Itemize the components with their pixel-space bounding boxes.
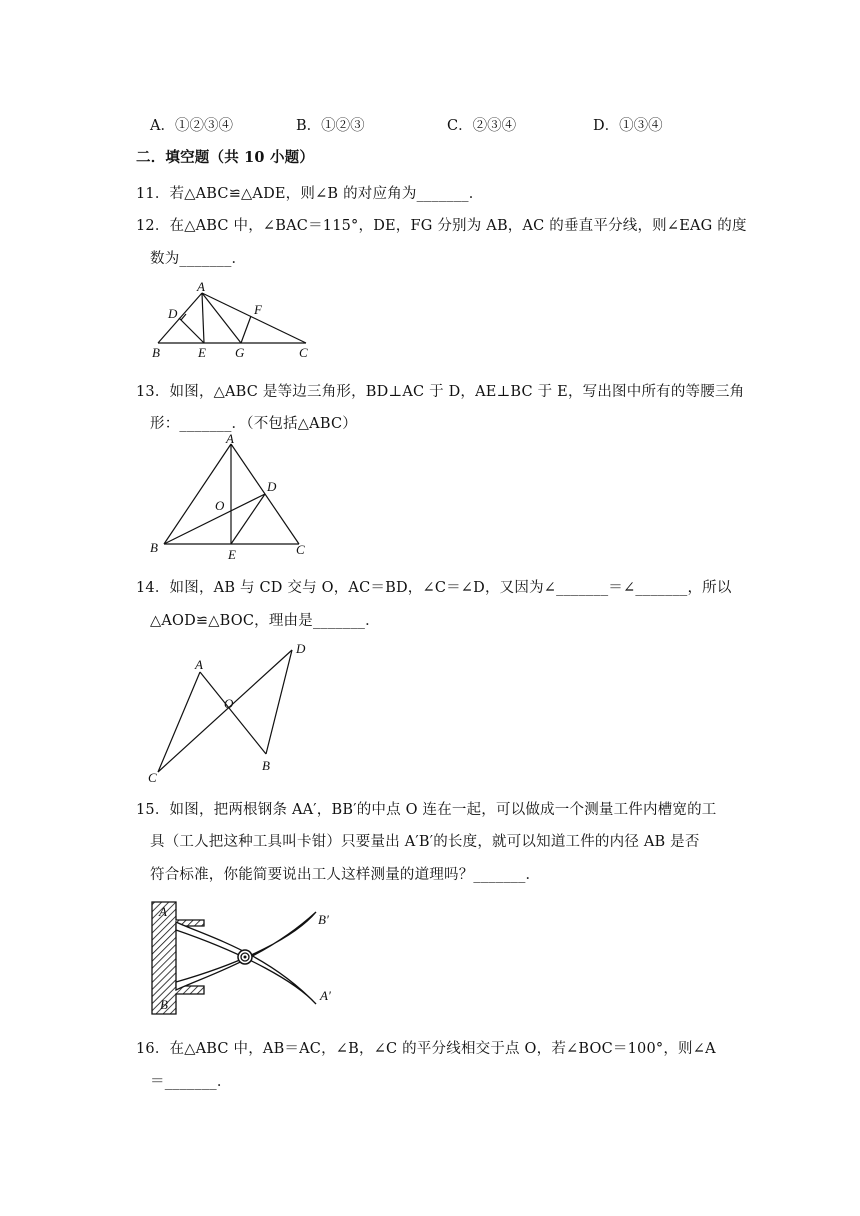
question-14-line-1: 14．如图，AB 与 CD 交与 O，AC＝BD，∠C＝∠D，又因为∠_______＝∠_______，所以 [136, 580, 732, 596]
label-o: O [224, 696, 234, 711]
figure-13 [144, 432, 314, 566]
figure-14 [144, 636, 314, 790]
question-16-line-2: ＝_______． [150, 1074, 232, 1090]
question-13-line-2: 形：_______．（不包括△ABC） [150, 416, 357, 432]
option-c: C．②③④ [447, 118, 517, 134]
question-12-line-2: 数为_______． [150, 251, 247, 267]
label-c: C [148, 770, 157, 785]
option-a: A．①②③④ [150, 118, 233, 134]
section-title: 二．填空题（共 10 小题） [136, 149, 315, 166]
question-13-line-1: 13．如图，△ABC 是等边三角形，BD⊥AC 于 D，AE⊥BC 于 E，写出图中所有的等腰三角 [136, 384, 745, 400]
question-16-line-1: 16．在△ABC 中，AB＝AC，∠B，∠C 的平分线相交于点 O，若∠BOC＝100°，则∠A [136, 1041, 716, 1057]
label-a: A [159, 904, 167, 919]
label-b-prime: B′ [318, 912, 329, 927]
figure-12 [146, 278, 316, 366]
label-b: B [150, 540, 158, 555]
label-b: B [160, 997, 168, 1012]
question-14-line-2: △AOD≌△BOC，理由是_______． [150, 613, 380, 629]
question-15-line-2: 具（工人把这种工具叫卡钳）只要量出 A′B′的长度，就可以知道工件的内径 AB 是否 [150, 834, 700, 850]
label-b: B [262, 758, 270, 773]
label-a: A [197, 279, 205, 294]
label-e: E [228, 547, 236, 562]
label-d: D [168, 306, 178, 321]
label-o: O [215, 498, 225, 513]
label-a-prime: A′ [320, 988, 331, 1003]
question-15-line-1: 15．如图，把两根钢条 AA′，BB′的中点 O 连在一起，可以做成一个测量工件内槽宽的工 [136, 802, 717, 818]
option-d: D．①③④ [593, 118, 663, 134]
label-a: A [195, 657, 203, 672]
figure-15-caliper [146, 896, 356, 1024]
label-b: B [152, 345, 160, 360]
question-11: 11．若△ABC≌△ADE，则∠B 的对应角为_______． [136, 186, 484, 202]
label-d: D [296, 641, 306, 656]
label-e: E [198, 345, 206, 360]
question-12-line-1: 12．在△ABC 中，∠BAC＝115°，DE，FG 分别为 AB，AC 的垂直平分线，则∠EAG 的度 [136, 218, 747, 234]
label-c: C [299, 345, 308, 360]
option-b: B．①②③ [296, 118, 365, 134]
label-g: G [235, 345, 245, 360]
question-15-line-3: 符合标准，你能简要说出工人这样测量的道理吗？_______． [150, 867, 541, 883]
label-d: D [267, 479, 277, 494]
label-a: A [226, 432, 234, 446]
label-f: F [254, 302, 262, 317]
label-c: C [296, 542, 305, 557]
